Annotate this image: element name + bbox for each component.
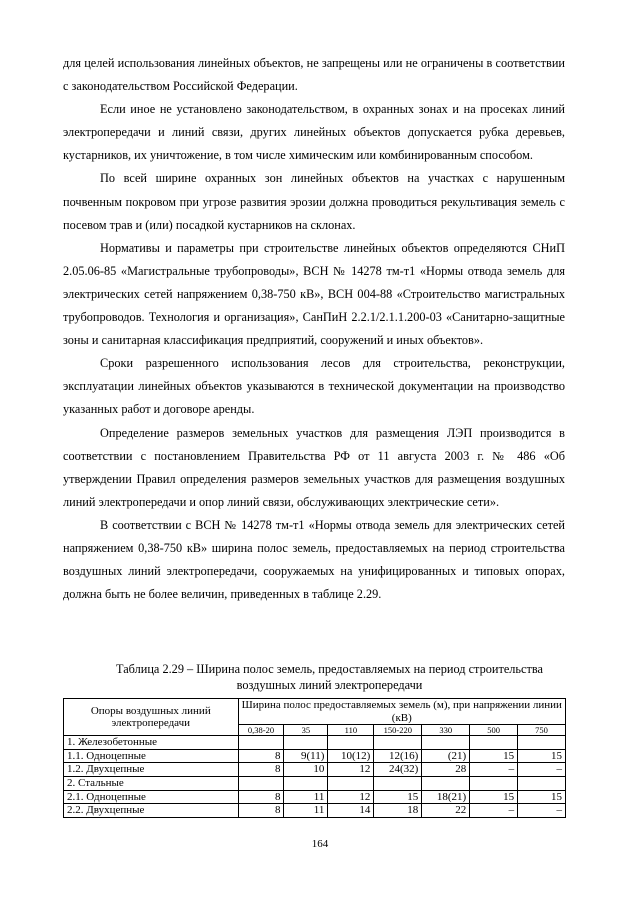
row-label: 1. Железобетонные (64, 736, 239, 750)
table-cell: 12 (328, 790, 374, 804)
paragraph-3: По всей ширине охранных зон линейных объектов на участках с нарушенным почвенным покровом при угрозе развития эрозии должна проводиться рекультивация земель с посевом трав и (или) посадкой кустарников на склонах. (63, 171, 565, 232)
voltage-header: 330 (422, 725, 470, 736)
table-cell (238, 776, 284, 790)
table-cell: 8 (238, 790, 284, 804)
table-cell (422, 736, 470, 750)
table-cell (470, 776, 518, 790)
voltage-header: 750 (518, 725, 566, 736)
table-cell: 9(11) (284, 749, 328, 763)
table-cell: 18(21) (422, 790, 470, 804)
row-label: 2. Стальные (64, 776, 239, 790)
table-caption (92, 661, 567, 693)
voltage-header: 110 (328, 725, 374, 736)
body-text (63, 52, 565, 606)
table-group-row (64, 736, 566, 750)
table-cell: 15 (374, 790, 422, 804)
table-cell (518, 776, 566, 790)
table-cell: 15 (470, 790, 518, 804)
table-group-row (64, 776, 566, 790)
voltage-header: 150-220 (374, 725, 422, 736)
row-label: 1.2. Двухцепные (64, 763, 239, 777)
strip-width-table (63, 698, 566, 818)
table-cell: 24(32) (374, 763, 422, 777)
table-cell: 8 (238, 804, 284, 818)
row-label: 2.2. Двухцепные (64, 804, 239, 818)
table-cell (422, 776, 470, 790)
table-cell: – (518, 763, 566, 777)
table-row (64, 749, 566, 763)
paragraph-7: В соответствии с ВСН № 14278 тм-т1 «Нормы отвода земель для электрических сетей напряжением 0,38-750 кВ» ширина полос земель, предоставляемых на период строительства воздушных линий электропередачи, сооружаемых на унифицированных и типовых опорах, должна быть не более величин, приведенных в таблице 2.29. (63, 517, 565, 602)
paragraph-5: Сроки разрешенного использования лесов для строительства, реконструкции, эксплуатации линейных объектов указываются в технической документации на производство указанных работ и договоре аренды. (63, 356, 565, 417)
table-cell (328, 776, 374, 790)
voltage-header: 35 (284, 725, 328, 736)
table-row (64, 790, 566, 804)
table-cell: – (518, 804, 566, 818)
table-cell: (21) (422, 749, 470, 763)
table-cell: 12(16) (374, 749, 422, 763)
table-cell: 8 (238, 763, 284, 777)
table-cell (374, 776, 422, 790)
table-cell (470, 736, 518, 750)
table-cell (328, 736, 374, 750)
row-label: 2.1. Одноцепные (64, 790, 239, 804)
header-width: Ширина полос предоставляемых земель (м), при напряжении линии (кВ) (238, 699, 565, 725)
table-cell: 18 (374, 804, 422, 818)
table-cell: – (470, 763, 518, 777)
table-caption-line-1: Таблица 2.29 – Ширина полос земель, предоставляемых на период строительства (116, 662, 543, 676)
row-label: 1.1. Одноцепные (64, 749, 239, 763)
table-body (64, 736, 566, 818)
table-cell: 10 (284, 763, 328, 777)
table-cell: 12 (328, 763, 374, 777)
table-cell (518, 736, 566, 750)
table-row (64, 804, 566, 818)
paragraph-2: Если иное не установлено законодательством, в охранных зонах и на просеках линий электропередачи и линий связи, других линейных объектов допускается рубка деревьев, кустарников, их уничтожение, в том числе химическим или комбинированным способом. (63, 102, 565, 163)
table-cell (238, 736, 284, 750)
table-cell: – (470, 804, 518, 818)
page-number: 164 (311, 838, 329, 850)
table-cell: 8 (238, 749, 284, 763)
table-cell: 22 (422, 804, 470, 818)
table-cell: 28 (422, 763, 470, 777)
header-supports: Опоры воздушных линий электропередачи (64, 699, 239, 736)
voltage-header: 0,38-20 (238, 725, 284, 736)
table-cell: 11 (284, 790, 328, 804)
table-cell: 10(12) (328, 749, 374, 763)
table-cell: 11 (284, 804, 328, 818)
table-cell: 14 (328, 804, 374, 818)
voltage-header: 500 (470, 725, 518, 736)
table-cell (284, 736, 328, 750)
table-cell (374, 736, 422, 750)
paragraph-1: для целей использования линейных объектов, не запрещены или не ограничены в соответствии с законодательством Российской Федерации. (63, 56, 565, 94)
table-caption-line-2: воздушных линий электропередачи (236, 678, 423, 692)
paragraph-6: Определение размеров земельных участков для размещения ЛЭП производится в соответствии с постановлением Правительства РФ от 11 августа 2003 г. № 486 «Об утверждении Правил определения размеров земельных участков для размещения воздушных линий электропередачи и опор линий связи, обслуживающих электрические сети». (63, 425, 565, 509)
table-cell: 15 (518, 749, 566, 763)
table-cell: 15 (518, 790, 566, 804)
paragraph-4: Нормативы и параметры при строительстве линейных объектов определяются СНиП 2.05.06-85 «Магистральные трубопроводы», ВСН № 14278 тм-т1 «Нормы отвода земель для электрических сетей напряжением 0,38-750 кВ», ВСН 004-88 «Строительство магистральных трубопроводов. Технология и организация», СанПиН 2.2.1/2.1.1.200-03 «Санитарно-защитные зоны и санитарная классификация предприятий, сооружений и иных объектов». (63, 240, 565, 348)
table-cell: 15 (470, 749, 518, 763)
table-cell (284, 776, 328, 790)
table-row (64, 763, 566, 777)
